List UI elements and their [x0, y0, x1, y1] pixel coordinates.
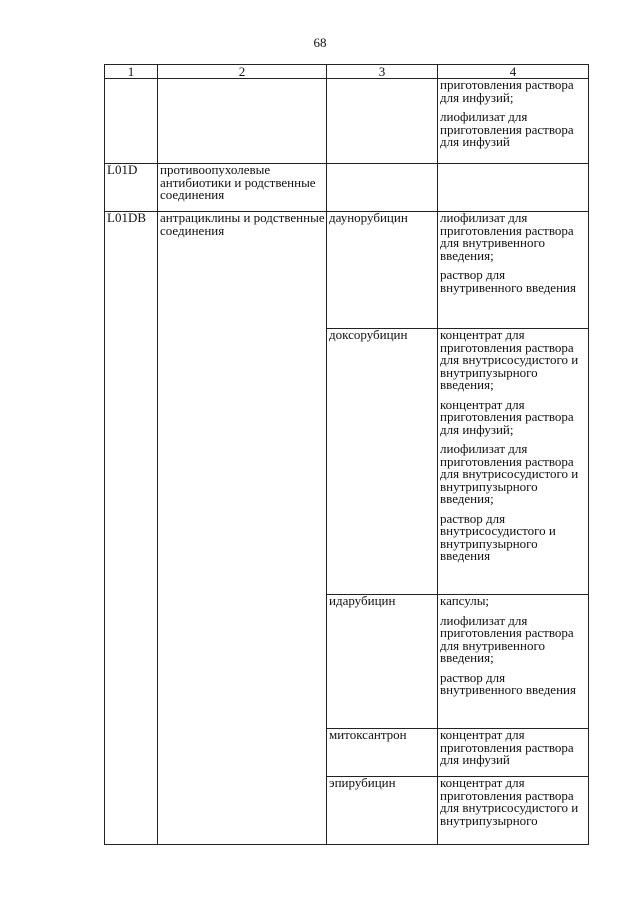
dosage-form: приготовления раствора для инфузий;	[440, 77, 574, 105]
dosage-form: концентрат для приготовления раствора для внутрисосудистого и внутрипузырного введения;	[440, 327, 579, 392]
column-header: 4	[438, 65, 589, 79]
group-name: противоопухолевые антибиотики и родственные соединения	[158, 164, 327, 212]
dosage-form: лиофилизат для приготовления раствора для внутривенного введения;	[440, 210, 574, 263]
dosage-form: концентрат для приготовления раствора для инфузий;	[440, 396, 574, 437]
atc-code: L01D	[105, 164, 158, 212]
table-row	[105, 164, 589, 212]
drug-name: эпирубицин	[327, 777, 438, 845]
dosage-form-cell	[438, 79, 589, 164]
dosage-form-cell	[438, 777, 589, 845]
dosage-form: лиофилизат для приготовления раствора для внутривенного введения;	[440, 612, 574, 665]
table-row	[105, 212, 589, 329]
dosage-form-cell	[438, 164, 589, 212]
dosage-form: концентрат для приготовления раствора для инфузий	[440, 727, 574, 767]
group-cell	[158, 79, 327, 164]
column-header: 3	[327, 65, 438, 79]
column-header: 1	[105, 65, 158, 79]
group-name: антрациклины и родственные соединения	[158, 212, 327, 845]
drug-name: доксорубицин	[327, 329, 438, 595]
dosage-form-cell	[438, 595, 589, 729]
code-cell	[105, 79, 158, 164]
dosage-form: лиофилизат для приготовления раствора для инфузий	[440, 109, 574, 149]
dosage-form: концентрат для приготовления раствора для внутрисосудистого и внутрипузырного	[440, 775, 579, 828]
table-row	[105, 79, 589, 164]
drug-name: даунорубицин	[327, 212, 438, 329]
dosage-form: капсулы;	[440, 593, 490, 608]
atc-code: L01DB	[105, 212, 158, 845]
dosage-form-cell	[438, 329, 589, 595]
column-header: 2	[158, 65, 327, 79]
dosage-form: лиофилизат для приготовления раствора для внутрисосудистого и внутрипузырного введения;	[440, 441, 579, 506]
dosage-form-cell	[438, 212, 589, 329]
drug-cell	[327, 164, 438, 212]
drug-name: идарубицин	[327, 595, 438, 729]
drug-name: митоксантрон	[327, 729, 438, 777]
dosage-form-cell	[438, 729, 589, 777]
dosage-form: раствор для внутривенного введения	[440, 267, 576, 295]
drug-cell	[327, 79, 438, 164]
dosage-form: раствор для внутрисосудистого и внутрипузырного введения	[440, 510, 556, 563]
drug-table	[104, 64, 589, 845]
page-number: 68	[313, 35, 327, 50]
dosage-form: раствор для внутривенного введения	[440, 669, 576, 697]
